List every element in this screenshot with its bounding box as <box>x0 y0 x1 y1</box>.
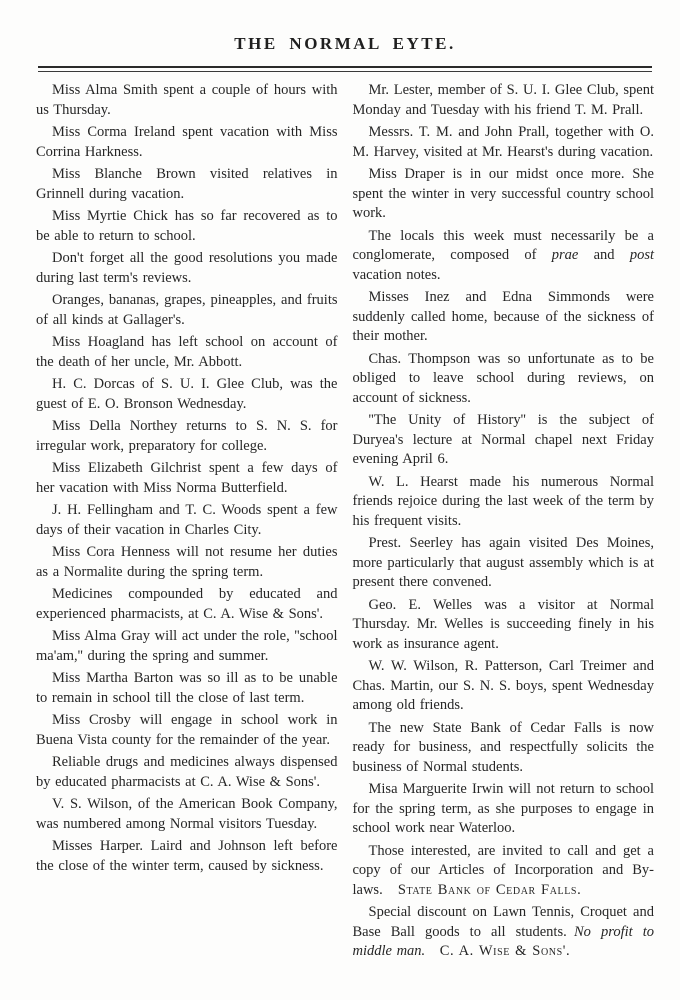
news-paragraph <box>36 669 338 708</box>
paragraph-segment: Miss Blanche Brown visited relatives in Grinnell during vacation. <box>36 166 338 202</box>
news-paragraph <box>36 711 338 750</box>
left-column <box>36 81 338 965</box>
news-paragraph <box>353 842 655 901</box>
news-paragraph <box>353 227 655 286</box>
paragraph-segment: Oranges, bananas, grapes, pineapples, and fruits of all kinds at Gallager's. <box>36 292 338 328</box>
news-paragraph <box>36 375 338 414</box>
paragraph-segment: Miss Hoagland has left school on account of the death of her uncle, Mr. Abbott. <box>36 334 338 370</box>
news-paragraph <box>36 81 338 120</box>
paragraph-segment: Miss Martha Barton was so ill as to be unable to remain in school till the close of last term. <box>36 670 338 706</box>
paragraph-segment: post <box>629 247 655 263</box>
news-paragraph <box>353 657 655 716</box>
news-paragraph <box>353 903 655 962</box>
news-paragraph <box>36 837 338 876</box>
paragraph-segment: Geo. E. Welles was a visitor at Normal Thursday. Mr. Welles is succeeding finely in his work as insurance agent. <box>352 596 654 652</box>
news-paragraph <box>36 123 338 162</box>
paragraph-segment <box>425 943 440 959</box>
paragraph-segment: Miss Della Northey returns to S. N. S. for irregular work, preparatory for college. <box>36 418 338 454</box>
paragraph-segment: Miss Crosby will engage in school work in Buena Vista county for the remainder of the year. <box>36 712 338 748</box>
news-paragraph <box>36 165 338 204</box>
news-paragraph <box>353 719 655 778</box>
news-paragraph <box>353 350 655 409</box>
news-paragraph <box>36 417 338 456</box>
paragraph-segment: State Bank of Cedar Falls. <box>382 881 582 898</box>
paragraph-segment: W. L. Hearst made his numerous Normal friends rejoice during the last week of the term by his frequent visits. <box>352 473 654 529</box>
news-paragraph <box>36 207 338 246</box>
paragraph-segment: Miss Myrtie Chick has so far recovered as to be able to return to school. <box>36 208 338 244</box>
paragraph-segment: Miss Alma Gray will act under the role, ''school ma'am,'' during the spring and summer. <box>36 628 338 664</box>
paragraph-segment: Prest. Seerley has again visited Des Moines, more particularly that august assembly which is at present there convened. <box>352 535 654 590</box>
paragraph-segment: W. W. Wilson, R. Patterson, Carl Treimer and Chas. Martin, our S. N. S. boys, spent Wednesday among old friends. <box>352 658 654 713</box>
paragraph-segment: prae <box>551 247 579 263</box>
page-title: THE NORMAL EYTE. <box>234 34 456 53</box>
news-paragraph <box>36 795 338 834</box>
news-paragraph <box>353 123 655 162</box>
paragraph-segment: Medicines compounded by educated and experienced pharmacists, at C. A. Wise & Sons'. <box>36 586 338 622</box>
news-paragraph <box>353 81 655 120</box>
paragraph-segment: Mr. Lester, member of S. U. I. Glee Club, spent Monday and Tuesday with his friend T. M. Prall. <box>352 82 654 118</box>
paragraph-segment: Miss Corma Ireland spent vacation with Miss Corrina Harkness. <box>36 124 338 160</box>
paragraph-segment: No profit to middle man. <box>352 923 654 959</box>
news-paragraph <box>36 249 338 288</box>
paragraph-segment: Don't forget all the good resolutions you made during last term's reviews. <box>36 250 338 286</box>
paragraph-segment: Miss Cora Henness will not resume her duties as a Normalite during the spring term. <box>36 544 338 580</box>
news-paragraph <box>353 534 655 593</box>
paragraph-segment: Misa Marguerite Irwin will not return to school for the spring term, as she purposes to engage in school work near Waterloo. <box>352 781 654 836</box>
news-paragraph <box>353 165 655 224</box>
paragraph-segment: The new State Bank of Cedar Falls is now ready for business, and respectfully solicits the business of Normal students. <box>352 719 654 775</box>
paragraph-segment: Misses Harper. Laird and Johnson left before the close of the winter term, caused by sickness. <box>36 838 338 874</box>
news-paragraph <box>353 288 655 347</box>
paragraph-segment: Miss Elizabeth Gilchrist spent a few days of her vacation with Miss Norma Butterfield. <box>36 460 338 496</box>
paragraph-segment: V. S. Wilson, of the American Book Company, was numbered among Normal visitors Tuesday. <box>36 796 338 832</box>
news-paragraph <box>36 333 338 372</box>
news-paragraph <box>36 543 338 582</box>
paragraph-segment: Those interested, are invited to call and get a copy of our Articles of Incorporation and By-laws. <box>352 842 654 898</box>
paragraph-segment: vacation notes. <box>352 266 441 283</box>
news-paragraph <box>353 473 655 532</box>
paragraph-segment: Misses Inez and Edna Simmonds were suddenly called home, because of the sickness of their mother. <box>352 289 654 344</box>
news-paragraph <box>36 585 338 624</box>
news-paragraph <box>36 459 338 498</box>
news-paragraph <box>36 501 338 540</box>
paragraph-segment: J. H. Fellingham and T. C. Woods spent a few days of their vacation in Charles City. <box>36 502 338 538</box>
news-paragraph <box>36 753 338 792</box>
paragraph-segment: Chas. Thompson was so unfortunate as to be obliged to leave school during reviews, on account of sickness. <box>352 350 654 406</box>
paragraph-segment: H. C. Dorcas of S. U. I. Glee Club, was the guest of E. O. Bronson Wednesday. <box>36 376 338 412</box>
paragraph-segment: Special discount on Lawn Tennis, Croquet and Base Ball goods to all students. <box>352 904 654 940</box>
paragraph-segment: Reliable drugs and medicines always dispensed by educated pharmacists at C. A. Wise & Sons'. <box>36 754 338 790</box>
paragraph-segment: and <box>578 247 630 263</box>
header-double-rule <box>38 66 652 72</box>
paragraph-segment: ''The Unity of History'' is the subject of Duryea's lecture at Normal chapel next Friday evening April 6. <box>352 412 654 467</box>
news-paragraph <box>353 411 655 470</box>
news-paragraph <box>36 291 338 330</box>
paragraph-segment: Miss Draper is in our midst once more. She spent the winter in very successful country school work. <box>352 166 654 221</box>
paragraph-segment: Miss Alma Smith spent a couple of hours with us Thursday. <box>36 82 338 118</box>
right-column <box>353 81 655 965</box>
news-paragraph <box>36 627 338 666</box>
paragraph-segment: The locals this week must necessarily be a conglomerate, composed of <box>352 227 654 263</box>
news-paragraph <box>353 596 655 655</box>
paragraph-segment: C. A. Wise & Sons'. <box>439 943 571 959</box>
news-paragraph <box>353 780 655 839</box>
article-columns <box>36 81 654 965</box>
paragraph-segment: Messrs. T. M. and John Prall, together with O. M. Harvey, visited at Mr. Hearst's during vacation. <box>352 124 654 160</box>
